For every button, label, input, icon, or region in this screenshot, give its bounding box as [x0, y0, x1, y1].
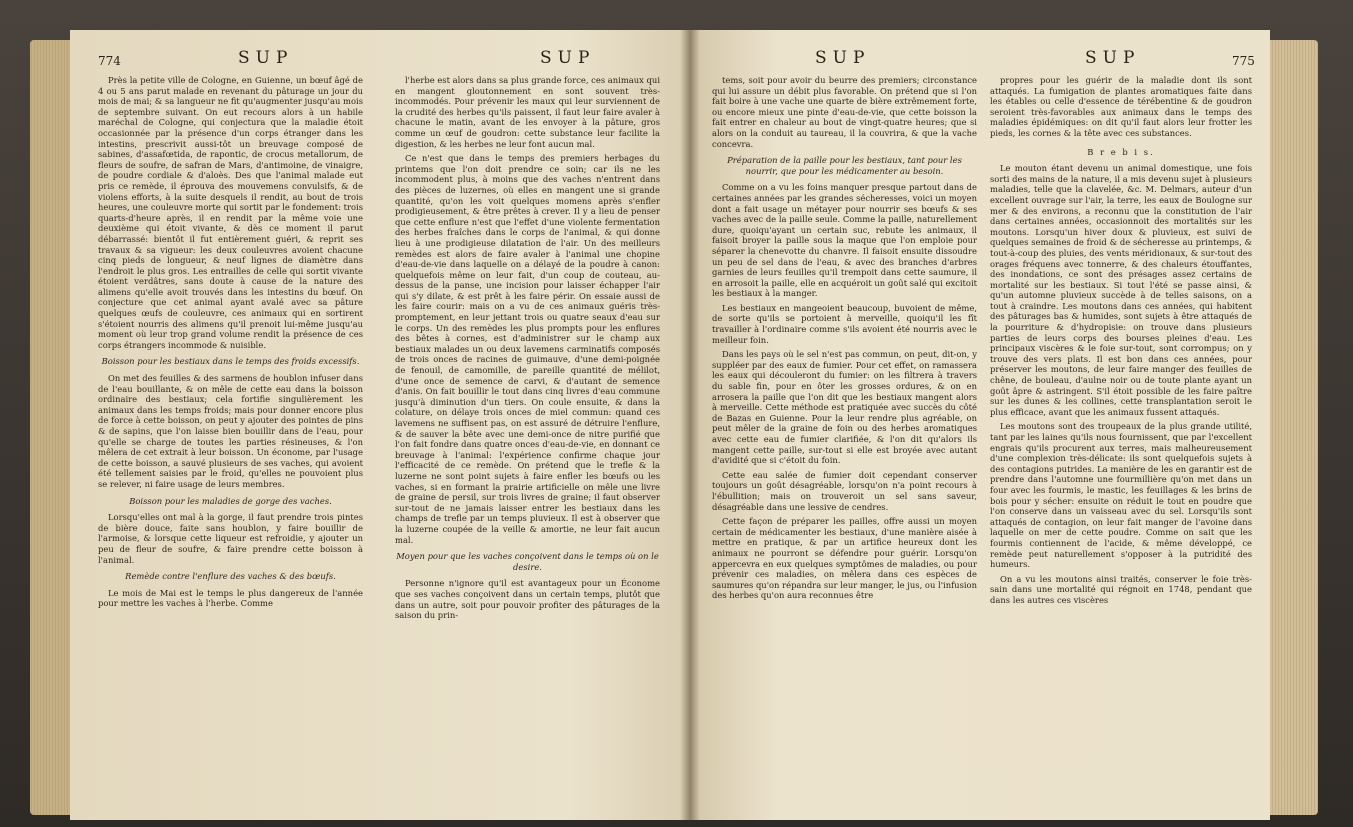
right-running-head-1: SUP: [815, 48, 871, 68]
right-column-2: [990, 75, 1252, 810]
book-gutter: [680, 30, 700, 820]
right-page-number: 775: [1232, 54, 1255, 68]
paragraph: Lorsqu'elles ont mal à la gorge, il faut prendre trois pintes de bière douce, faite sans houblon, y faire bouillir de l'armoise, & lorsque cette liqueur est refroidie, y ajouter un peu de fleur de soufre, & faire prendre cette boisson à l'animal.: [98, 512, 363, 565]
paragraph: Ce n'est que dans le temps des premiers herbages du printems que l'on doit prendre ce soin; car ils ne les incommodent plus, à moins que des vaches n'entrent dans des pièces de luzernes, où elles en mangent une si grande quantité, qu'on les voit quelques momens après s'enfler prodigieusement, & être prêtes à crever. Il y a lieu de penser que cette enflure n'est que l'effet d'une violente fermentation des herbes fraîches dans le corps de l'animal, & qui donne lieu à une prodigieuse dilatation de l'air. Un des meilleurs remèdes est alors de faire avaler à l'animal une chopine d'eau-de-vie dans laquelle on a délayé de la poudre à canon: quelquefois même on leur fait, d'un coup de couteau, au-dessus de la panse, une incision pour laisser échapper l'air qui s'y dilate, & est prêt à les faire périr. On essaie aussi de les faire courir: mais on a vu de ces animaux guéris très-promptement, en leur jettant trois ou quatre seaux d'eau sur le corps. Un des remèdes les plus prompts pour les enflures des bêtes à cornes, est d'administrer sur le champ aux bestiaux malades un ou deux lavemens carminatifs composés de trois onces de racines de guimauve, d'une demi-poignée de fenouil, de camomille, de pareille quantité de mélilot, d'une once de semence de carvi, & d'autant de semence d'anis. On fait bouillir le tout dans cinq livres d'eau commune jusqu'à diminution d'un tiers. On coule ensuite, & dans la colature, on délaye trois onces de miel commun: quand ces lavemens ne suffisent pas, on est assuré de détruire l'enflure, & de sauver la bête avec une demi-once de nitre purifié que l'on fait fondre dans quatre onces d'eau-de-vie, en donnant ce breuvage à l'animal: l'expérience confirme chaque jour l'efficacité de ce remède. On prétend que le trefle & la luzerne ne sont point sujets à faire enfler les bœufs ou les vaches, si en formant la prairie artificielle on mêle une livre de graine de persil, sur trois livres de graine; il faut observer sur-tout de ne jamais laisser entrer les bestiaux dans les champs de trefle par un temps pluvieux. Il est à observer que la luzerne coupée de la veille & amortie, ne leur fait aucun mal.: [395, 153, 660, 545]
left-running-head-2: SUP: [540, 48, 596, 68]
section-heading: Boisson pour les maladies de gorge des vaches.: [129, 495, 332, 506]
left-running-head-1: SUP: [238, 48, 294, 68]
section-heading: Préparation de la paille pour les bestiaux, tant pour les nourrir, que pour les médicamenter au besoin.: [727, 155, 962, 176]
paragraph: Personne n'ignore qu'il est avantageux pour un Économe que ses vaches conçoivent dans un certain temps, plutôt que dans un autre, soit pour pouvoir profiter des pâturages de la saison du prin-: [395, 578, 660, 621]
paragraph: Cette eau salée de fumier doit cependant conserver toujours un goût désagréable, lorsqu'on n'a point recours à l'ébullition; mais on trouveroit un sel sans saveur, désagréable dans une lessive de cendres.: [712, 469, 977, 512]
right-running-head-2: SUP: [1085, 48, 1141, 68]
left-column-2: [395, 75, 660, 810]
left-page-number: 774: [98, 54, 121, 68]
left-column-1: [98, 75, 363, 810]
section-heading: Remède contre l'enflure des vaches & des bœufs.: [125, 571, 336, 582]
paragraph: propres pour les guérir de la maladie dont ils sont attaqués. La fumigation de plantes aromatiques faite dans les étables ou celle d'essence de térébentine & de goudron seroient très-favorables aux animaux dans le temps des maladies épidémiques: on dit qu'il faut alors leur frotter les pieds, les cornes & la tête avec ces substances.: [990, 75, 1252, 138]
paragraph: Comme on a vu les foins manquer presque partout dans de certaines années par les grandes sécheresses, voici un moyen dont a fait usage un métayer pour nourrir ses bœufs & ses vaches avec de la paille seule. Comme la paille, naturellement dure, quoiqu'ayant un certain suc, rebute les animaux, il faisoit broyer la paille sous la maque que l'on emploie pour séparer la chenevotte du chanvre. Il faisoit ensuite dissoudre un peu de sel dans de l'eau, & avec des branches d'arbres garnies de leurs feuilles qu'il trempoit dans cette saumure, il en arrosoit la paille, elle en acquéroit un goût salé qui excitoit les bestiaux à la manger.: [712, 182, 977, 299]
paragraph: On met des feuilles & des sarmens de houblon infuser dans de l'eau bouillante, & on mêle de cette eau dans la boisson ordinaire des bestiaux; cela fortifie singulièrement les animaux dans les temps froids; mais pour donner encore plus de force à cette boisson, on peut y ajouter des pointes de pins & de sapins, que l'on laisse bien bouillir dans de l'eau, pour qu'elle se charge de toutes les parties résineuses, & l'on mêlera de cet extrait à leur boisson. Un économe, par l'usage de cette boisson, a sauvé plusieurs de ses vaches, qui avoient été tellement saisies par le froid, qu'elles ne pouvoient plus se relever, ni faire usage de leurs membres.: [98, 373, 363, 489]
page-edges-left: [30, 40, 70, 815]
chapter-heading: B r e b i s.: [1087, 146, 1155, 157]
paragraph: Le mois de Mai est le temps le plus dangereux de l'année pour mettre les vaches à l'herbe. Comme: [98, 587, 363, 609]
paragraph: l'herbe est alors dans sa plus grande force, ces animaux qui en mangent gloutonnement en sont souvent très-incommodés. Pour prévenir les maux qui leur surviennent de la crudité des herbes qu'ils paissent, il faut leur faire avaler à chacune le matin, avant de les envoyer à la pâture, gros comme un œuf de goudron: cette substance leur facilite la digestion, & les herbes ne leur font aucun mal.: [395, 75, 660, 149]
right-column-1: [712, 75, 977, 810]
section-heading: Boisson pour les bestiaux dans le temps des froids excessifs.: [101, 356, 360, 367]
paragraph: Le mouton étant devenu un animal domestique, une fois sorti des mains de la nature, il a mis devenu sujet à plusieurs maladies, telle que la clavelée, &c. M. Delmars, auteur d'un excellent ouvrage sur l'air, la terre, les eaux de Boulogne sur mer & des environs, a reconnu que la constitution de l'air dans certaines années, occasionnoit des mortalités sur les moutons. Lorsqu'un hiver doux & pluvieux, est suivi de quelques semaines de froid & de sécheresse au printemps, & tout-à-coup des pluies, des vents méridionaux, & sur-tout des orages fréquens avec tonnerre, & des chaleurs étouffantes, des inondations, ce sont des présages assez certains de mortalité sur les bestiaux. Si tout l'été se passe ainsi, & qu'un automne pluvieux succède à de telles saisons, on a tout à craindre. Les moutons dans ces années, qui habitent des pâturages bas & humides, sont sujets à être attaqués de la pourriture & d'hydropisie: on trouve dans plusieurs parties de leurs corps des bourses pleines d'eau. Les principaux viscères & le foie sur-tout, sont corrompus; on y trouve des vers plats. Il est bon dans ces années, pour préserver les moutons, de leur faire manger des feuilles de chêne, de bouleau, d'aulne noir ou de toute plante ayant un goût âpre & astringent. S'il étoit possible de les faire paître sur les dunes & les collines, cette transplantation seroit le plus efficace, avant que les animaux fussent attaqués.: [990, 163, 1252, 417]
paragraph: On a vu les moutons ainsi traités, conserver le foie très-sain dans une mortalité qui régnoit en 1748, pendant que dans les autres ces viscères: [990, 573, 1252, 605]
page-edges-right: [1268, 40, 1318, 815]
paragraph: Cette façon de préparer les pailles, offre aussi un moyen certain de médicamenter les bestiaux, d'une manière aisée à mettre en pratique, & par un artifice heureux dont les animaux ne pourront se défendre pour guérir. Lorsqu'on appercevra en eux quelques symptômes de maladies, ou pour prévenir ces maladies, on mêlera dans ces espèces de saumures qu'on répandra sur leur manger, le jus, ou l'infusion des herbes qu'on aura reconnues être: [712, 516, 977, 601]
paragraph: Les moutons sont des troupeaux de la plus grande utilité, tant par les laines qu'ils nous fournissent, que par l'excellent engrais qu'ils procurent aux terres, mais malheureusement d'une complexion très-délicate: ils sont quelquefois sujets à des contagions putrides. La manière de les en garantir est de prendre dans l'automne une fourmillière qu'on met dans un four avec les fourmis, le mastic, les feuillages & les brins de bois pour y sécher: ensuite on réduit le tout en poudre que l'on conserve dans un vaisseau avec du sel. Lorsqu'ils sont attaqués de contagion, on leur fait manger de l'avoine dans laquelle on mer de cette poudre. Comme on sait que les fourmis contiennent de l'acide, & même développé, ce remède peut naturellement s'opposer à la putridité des humeurs.: [990, 421, 1252, 570]
paragraph: Près la petite ville de Cologne, en Guienne, un bœuf âgé de 4 ou 5 ans parut malade en revenant du pâturage un jour du mois de mai; & sa langueur ne fit qu'augmenter jusqu'au mois de septembre suivant. On eut recours alors à un habile maréchal de Cologne, qui conjectura que la maladie étoit occasionnée par la présence d'un corps étranger dans les intestins, prescrivit aussi-tôt un breuvage composé de sabines, d'assafœtida, de rapontic, de crocus metallorum, de fleurs de soufre, de safran de Mars, d'antimoine, de vinaigre, de poudre cordiale & d'aloès. Des que l'animal malade eut pris ce remède, il éprouva des mouvemens convulsifs, & de violens efforts, à la suite desquels il rendit, au bout de trois heures, une couleuvre morte qui sortit par le fondement: trois quarts-d'heure après, il en rendit par la même voie une deuxième qui étoit vivante, & dès ce moment il parut débarrassé: bientôt il fut entièrement guéri, & reprit ses travaux & sa vigueur: les deux couleuvres avoient chacune cinq pieds de longueur, & neuf lignes de diamètre dans l'endroit le plus gros. Les entrailles de celle qui sortit vivante étoient verdâtres, sans doute à cause de la nature des alimens qu'elle avoit trouvés dans les intestins du bœuf. On conjecture que cet animal ayant avalé avec sa pâture quelques œufs de couleuvre, ces animaux qui en sortirent s'étoient nourris des alimens qu'il prenoit lui-même jusqu'au moment où leur trop grand volume rendit la présence de ces corps étrangers incommode & nuisible.: [98, 75, 363, 350]
paragraph: Dans les pays où le sel n'est pas commun, on peut, dit-on, y suppléer par des eaux de fumier. Pour cet effet, on ramassera les eaux qui découleront du fumier: on les filtrera à travers du sable fin, pour en ôter les grosses ordures, & on en arrosera la paille que l'on dit que les bestiaux mangent alors à merveille. Cette méthode est pratiquée avec succès du côté de Bazas en Guienne. Pour la leur rendre plus agréable, on peut mêler de la graine de foin ou des herbes aromatiques avec cette eau de fumier clarifiée, & l'on dit qu'alors ils mangent cette paille, sur-tout si elle est broyée avec autant d'avidité que si c'étoit du foin.: [712, 349, 977, 466]
section-heading: Moyen pour que les vaches conçoivent dans le temps où on le desire.: [396, 551, 659, 572]
paragraph: tems, soit pour avoir du beurre des premiers; circonstance qui lui assure un débit plus favorable. On prétend que si l'on fait boire à une vache une quarte de bière extrêmement forte, ou encore mieux une pinte d'eau-de-vie, que cette boisson la fait entrer en chaleur au bout de vingt-quatre heures; que si alors on la conduit au taureau, il la couvrira, & que la vache concevra.: [712, 75, 977, 149]
paragraph: Les bestiaux en mangeoient beaucoup, buvoient de même, de sorte qu'ils se portoient à merveille, quoiqu'il les fît travailler à l'ordinaire comme s'ils avoient été nourris avec le meilleur foin.: [712, 302, 977, 345]
